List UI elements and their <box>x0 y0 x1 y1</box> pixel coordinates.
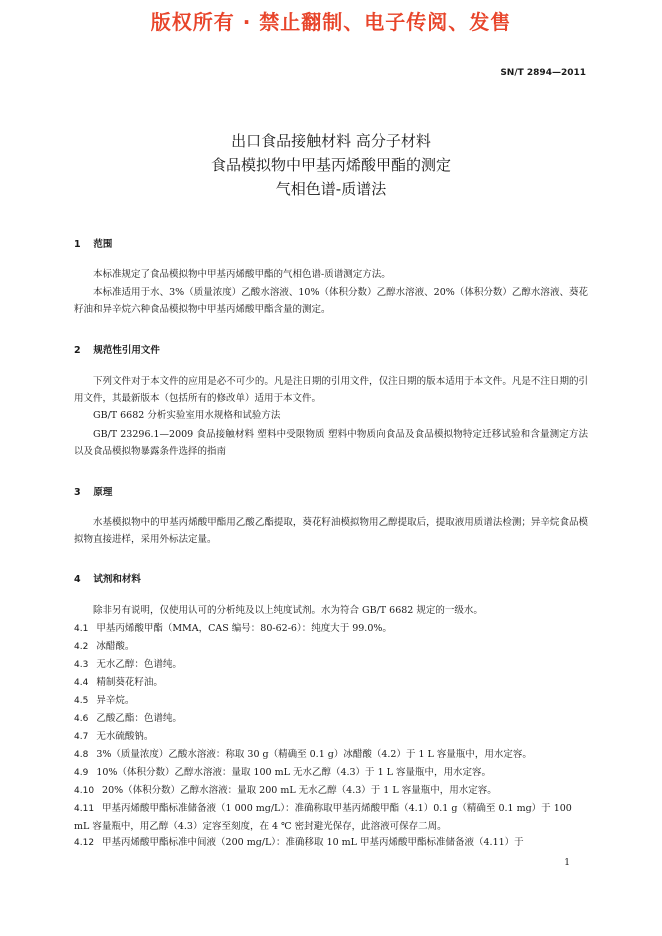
section-heading-scope <box>74 236 112 250</box>
reagent-item: 4.7 无水硫酸钠。 <box>74 731 154 742</box>
section-title: 原理 <box>93 487 113 498</box>
title-line-3: 气相色谱-质谱法 <box>275 180 387 198</box>
title-line-1: 出口食品接触材料 高分子材料 <box>231 132 431 150</box>
reagent-item: 4.12 甲基丙烯酸甲酯标准中间液（200 mg/L）：准确移取 10 mL 甲基丙烯酸甲酯标准储备液（4.11）于 <box>74 837 524 848</box>
section-title: 试剂和材料 <box>93 574 141 585</box>
section-heading-principle <box>74 484 112 498</box>
reagent-item: 4.10 20%（体积分数）乙醇水溶液：量取 200 mL 无水乙醇（4.3）于 1 L 容量瓶中，用水定容。 <box>74 785 497 796</box>
principle-paragraph-1: 水基模拟物中的甲基丙烯酸甲酯用乙酸乙酯提取，葵花籽油模拟物用乙醇提取后，提取液用质谱法检测；异辛烷食品模拟物直接进样，采用外标法定量。 <box>74 517 588 545</box>
section-heading-references <box>74 342 160 356</box>
section-heading-reagents <box>74 571 141 585</box>
references-paragraph-3: GB/T 23296.1—2009 食品接触材料 塑料中受限物质 塑料中物质向食品及食品模拟物特定迁移试验和含量测定方法以及食品模拟物暴露条件选择的指南 <box>74 429 588 457</box>
section-number: 3 <box>74 487 81 498</box>
reagent-item: 4.4 精制葵花籽油。 <box>74 677 163 688</box>
page-number: 1 <box>564 858 570 868</box>
section-title: 范围 <box>93 239 113 250</box>
reagent-item: 4.6 乙酸乙酯：色谱纯。 <box>74 713 182 724</box>
section-number: 1 <box>74 239 81 250</box>
section-number: 4 <box>74 574 81 585</box>
watermark-banner: 版权所有 · 禁止翻制、电子传阅、发售 <box>150 10 512 34</box>
reagent-item: 4.2 冰醋酸。 <box>74 641 135 652</box>
section-title: 规范性引用文件 <box>93 345 160 356</box>
reagent-item: 4.3 无水乙醇：色谱纯。 <box>74 659 182 670</box>
references-paragraph-2: GB/T 6682 分析实验室用水规格和试验方法 <box>93 410 281 421</box>
reagent-item: 4.9 10%（体积分数）乙醇水溶液：量取 100 mL 无水乙醇（4.3）于 1 L 容量瓶中，用水定容。 <box>74 767 491 778</box>
references-paragraph-1: 下列文件对于本文件的应用是必不可少的。凡是注日期的引用文件，仅注日期的版本适用于本文件。凡是不注日期的引用文件，其最新版本（包括所有的修改单）适用于本文件。 <box>74 376 588 404</box>
section-number: 2 <box>74 345 81 356</box>
reagent-item: 4.1 甲基丙烯酸甲酯（MMA，CAS 编号：80-62-6）：纯度大于 99.0%。 <box>74 623 392 634</box>
standard-code: SN/T 2894—2011 <box>500 68 586 78</box>
scope-paragraph-1: 本标准规定了食品模拟物中甲基丙烯酸甲酯的气相色谱-质谱测定方法。 <box>93 269 391 280</box>
reagent-item: 4.8 3%（质量浓度）乙酸水溶液：称取 30 g（精确至 0.1 g）冰醋酸（4.2）于 1 L 容量瓶中，用水定容。 <box>74 749 532 760</box>
reagent-item: 4.11 甲基丙烯酸甲酯标准储备液（1 000 mg/L）：准确称取甲基丙烯酸甲酯（4.1）0.1 g（精确至 0.1 mg）于 100 mL 容量瓶中，用乙醇（4.3）定容至刻度，在 4 ℃ 密封避光保存，此溶液可保存二周。 <box>74 803 572 832</box>
reagents-intro: 除非另有说明，仅使用认可的分析纯及以上纯度试剂。水为符合 GB/T 6682 规定的一级水。 <box>93 605 483 616</box>
reagent-item: 4.5 异辛烷。 <box>74 695 135 706</box>
scope-paragraph-2: 本标准适用于水、3%（质量浓度）乙酸水溶液、10%（体积分数）乙醇水溶液、20%（体积分数）乙醇水溶液、葵花籽油和异辛烷六种食品模拟物中甲基丙烯酸甲酯含量的测定。 <box>74 287 588 315</box>
title-line-2: 食品模拟物中甲基丙烯酸甲酯的测定 <box>210 156 451 174</box>
